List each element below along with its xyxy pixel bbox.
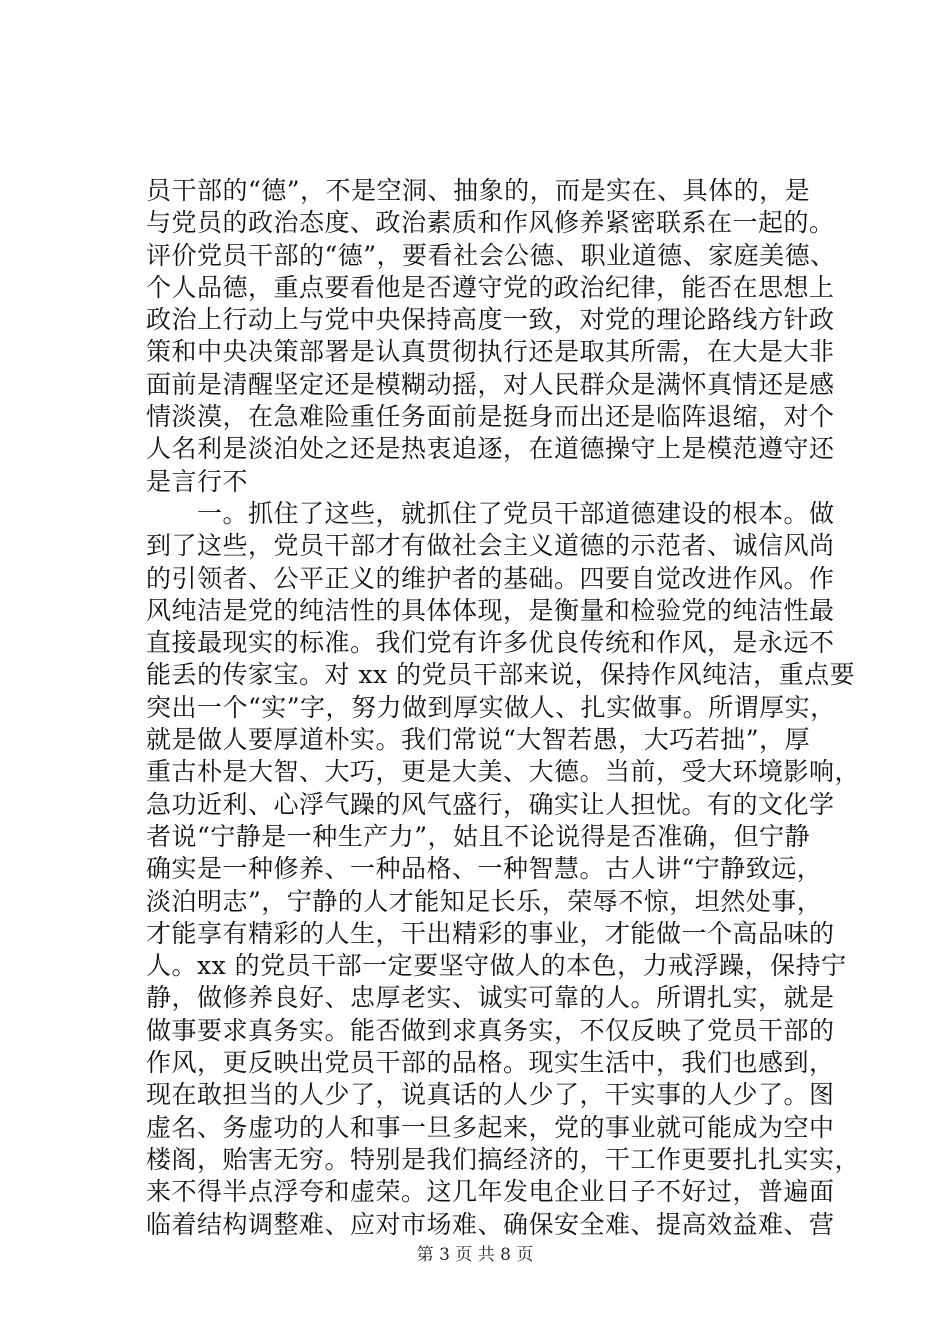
text-line: 能丢的传家宝。对 xx 的党员干部来说，保持作风纯洁，重点要 <box>146 660 856 690</box>
text-line: 急功近利、心浮气躁的风气盛行，确实让人担忧。有的文化学 <box>146 789 835 819</box>
text-line: 是言行不 <box>146 466 249 496</box>
text-line: 就是做人要厚道朴实。我们常说“大智若愚，大巧若拙”，厚 <box>146 725 811 755</box>
text-line: 做事要求真务实。能否做到求真务实，不仅反映了党员干部的 <box>146 1015 835 1045</box>
text-line: 才能享有精彩的人生，干出精彩的事业，才能做一个高品味的 <box>146 918 835 948</box>
text-line: 临着结构调整难、应对市场难、确保安全难、提高效益难、营 <box>146 1209 835 1239</box>
text-line: 作风，更反映出党员干部的品格。现实生活中，我们也感到， <box>146 1048 835 1078</box>
text-line: 个人品德，重点要看他是否遵守党的政治纪律，能否在思想上 <box>146 272 835 302</box>
text-line: 到了这些，党员干部才有做社会主义道德的示范者、诚信风尚 <box>146 531 835 561</box>
text-line: 楼阁，贻害无穷。特别是我们搞经济的，干工作更要扎扎实实， <box>146 1144 861 1174</box>
text-line: 人名利是淡泊处之还是热衷追逐，在道德操守上是模范遵守还 <box>146 434 835 464</box>
text-line: 现在敢担当的人少了，说真话的人少了，干实事的人少了。图 <box>146 1080 835 1110</box>
text-line: 虚名、务虚功的人和事一旦多起来，党的事业就可能成为空中 <box>146 1112 835 1142</box>
text-line: 策和中央决策部署是认真贯彻执行还是取其所需，在大是大非 <box>146 337 835 367</box>
text-line: 员干部的“德”，不是空洞、抽象的，而是实在、具体的，是 <box>146 176 811 205</box>
text-line: 的引领者、公平正义的维护者的基础。四要自觉改进作风。作 <box>146 563 835 593</box>
text-line: 人。xx 的党员干部一定要坚守做人的本色，力戒浮躁，保持宁 <box>146 951 847 981</box>
page-footer: 第 3 页 共 8 页 <box>416 1245 534 1265</box>
text-line: 来不得半点浮夸和虚荣。这几年发电企业日子不好过，普遍面 <box>146 1177 835 1207</box>
text-line: 重古朴是大智、大巧，更是大美、大德。当前，受大环境影响， <box>146 757 861 787</box>
text-line: 一。抓住了这些，就抓住了党员干部道德建设的根本。做 <box>146 498 835 528</box>
text-line: 确实是一种修养、一种品格、一种智慧。古人讲“宁静致远， <box>146 854 823 884</box>
text-line: 者说“宁静是一种生产力”，姑且不论说得是否准确，但宁静 <box>146 821 811 851</box>
text-line: 情淡漠，在急难险重任务面前是挺身而出还是临阵退缩，对个 <box>146 402 835 432</box>
text-line: 政治上行动上与党中央保持高度一致，对党的理论路线方针政 <box>146 305 835 335</box>
text-line: 风纯洁是党的纯洁性的具体体现，是衡量和检验党的纯洁性最 <box>146 595 835 625</box>
body-text <box>146 175 866 1241</box>
text-line: 评价党员干部的“德”，要看社会公德、职业道德、家庭美德、 <box>146 240 836 270</box>
text-line: 直接最现实的标准。我们党有许多优良传统和作风，是永远不 <box>146 628 835 658</box>
text-line: 淡泊明志”，宁静的人才能知足长乐，荣辱不惊，坦然处事， <box>146 886 823 916</box>
text-line: 静，做修养良好、忠厚老实、诚实可靠的人。所谓扎实，就是 <box>146 983 835 1013</box>
text-line: 突出一个“实”字，努力做到厚实做人、扎实做事。所谓厚实， <box>146 692 836 722</box>
text-line: 面前是清醒坚定还是模糊动摇，对人民群众是满怀真情还是感 <box>146 369 835 399</box>
text-line: 与党员的政治态度、政治素质和作风修养紧密联系在一起的。 <box>146 208 835 238</box>
